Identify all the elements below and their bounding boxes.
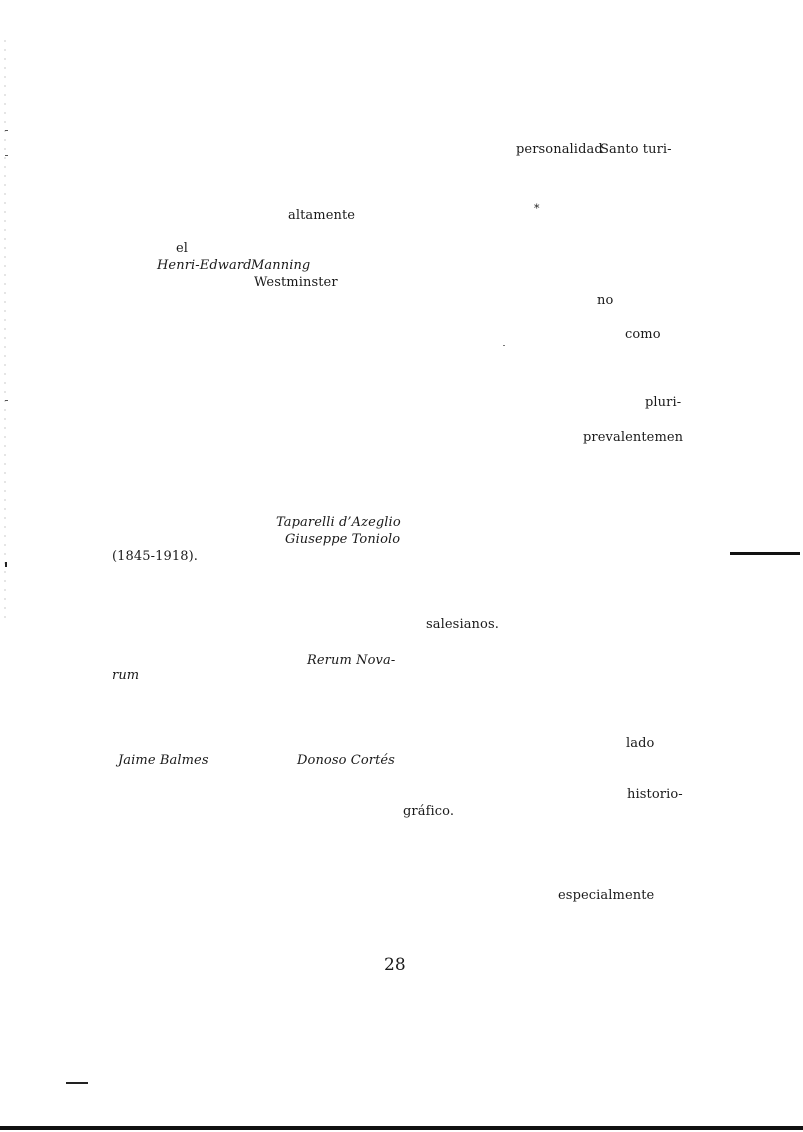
margin-rule	[730, 552, 800, 555]
word-historio: historio-	[627, 787, 683, 802]
name-donoso-cortes: Donoso Cortés	[297, 753, 395, 768]
name-henri-edward: Henri-Edward	[157, 258, 252, 273]
name-giuseppe-toniolo: Giuseppe Toniolo	[285, 532, 401, 547]
word-altamente: altamente	[288, 208, 356, 223]
name-manning: Manning	[251, 258, 311, 273]
name-taparelli: Taparelli d’Azeglio	[276, 515, 401, 530]
years-text: (1845-1918).	[112, 549, 199, 564]
word-pluri: pluri-	[645, 395, 682, 410]
scan-margin-tick	[5, 562, 7, 567]
scan-margin-tick	[5, 155, 8, 156]
word-no: no	[597, 293, 614, 308]
title-rum: rum	[112, 668, 140, 683]
word-prevalentemen: prevalentemen	[583, 430, 684, 445]
word-grafico: gráfico.	[403, 804, 455, 819]
word-especialmente: especialmente	[558, 888, 655, 903]
scan-margin-tick	[5, 130, 8, 131]
name-jaime-balmes: Jaime Balmes	[118, 753, 209, 768]
word-salesianos: salesianos.	[426, 617, 499, 632]
scan-mark	[66, 1082, 88, 1084]
word-westminster: Westminster	[254, 275, 338, 290]
word-personalidad: personalidad	[516, 142, 603, 157]
speck	[503, 345, 505, 346]
asterisk-mark: *	[534, 202, 540, 215]
scan-margin-tick	[5, 400, 8, 401]
title-rerum-nova: Rerum Nova-	[307, 653, 396, 668]
bottom-rule	[0, 1126, 803, 1130]
scan-margin-artifact	[4, 40, 6, 620]
word-santo-turi: Santo turi-	[600, 142, 672, 157]
word-lado: lado	[626, 736, 655, 751]
page-number: 28	[384, 955, 406, 975]
word-el: el	[176, 241, 189, 256]
word-como: como	[625, 327, 661, 342]
